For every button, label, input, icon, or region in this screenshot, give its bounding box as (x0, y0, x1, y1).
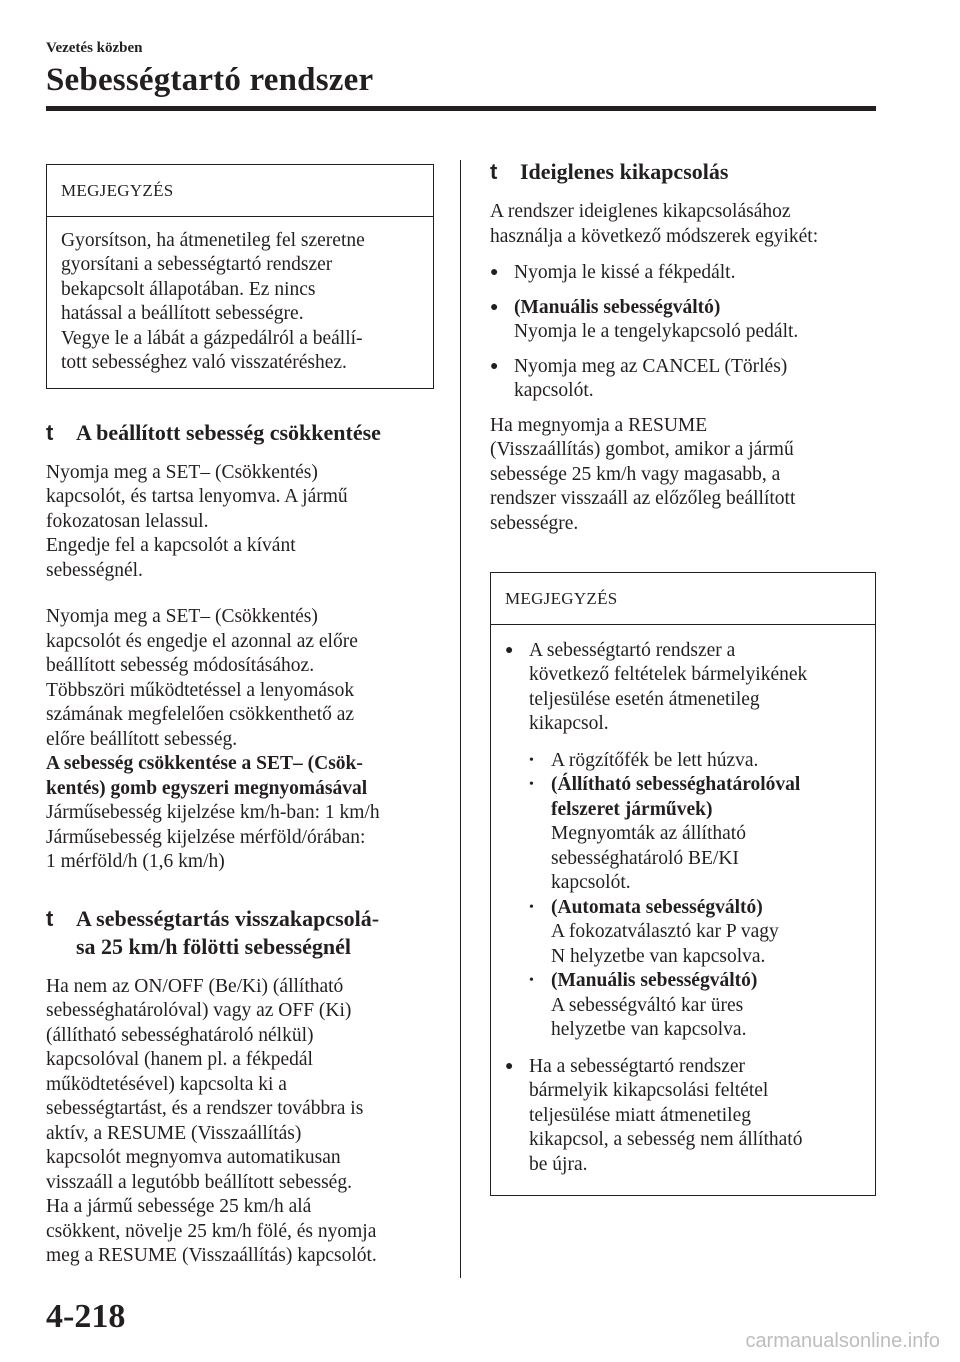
list-item (505, 1055, 861, 1178)
paragraph (46, 975, 434, 1269)
text-line: Nyomja le a tengelykapcsoló pedált. (514, 321, 799, 342)
text-line: N helyzetbe van kapcsolva. (551, 945, 766, 967)
text-line: sebességre. (490, 512, 579, 534)
bullet-icon: ● (505, 642, 514, 658)
section-title (76, 905, 434, 961)
sub-list-item (529, 969, 861, 1043)
note-box-1 (46, 164, 434, 389)
text-line: Nyomja meg a SET– (Csökkentés) (46, 461, 318, 483)
bold-line: (Automata sebességváltó) (551, 896, 763, 918)
chapter-label: Vezetés közben (46, 40, 143, 56)
bold-line: felszeret járművek) (551, 798, 713, 820)
page-title: Sebességtartó rendszer (46, 62, 374, 98)
text-line: Megnyomták az állítható (551, 823, 746, 844)
text-line: 1 mérföld/h (1,6 km/h) (46, 851, 225, 872)
sub-list-item (529, 749, 861, 774)
column-divider (460, 160, 461, 1278)
small-bullet-icon: • (529, 752, 534, 768)
list-item (490, 355, 876, 404)
note-label: MEGJEGYZÉS (491, 573, 875, 625)
left-column (46, 164, 434, 1269)
sub-list-item (529, 896, 861, 970)
text-line: Ha a sebességtartó rendszer (529, 1055, 746, 1077)
text-line: (Visszaállítás) gombot, amikor a jármű (490, 439, 794, 460)
text-line: kapcsolót. (551, 872, 631, 893)
text-line: kikapcsol. (529, 713, 609, 734)
sub-list-item (529, 773, 861, 896)
bold-heading-line: A sebesség csökkentése a SET– (Csök- (46, 753, 363, 774)
text-line: rendszer visszaáll az előzőleg beállított (490, 488, 796, 509)
text-line: be újra. (529, 1153, 588, 1175)
text-line: Gyorsítson, ha átmenetileg fel szeretne (61, 229, 365, 251)
bold-heading-line: kentés) gomb egyszeri megnyomásával (46, 777, 368, 799)
text-line: kapcsolót és engedje el azonnal az előre (46, 630, 358, 652)
page-number: 4-218 (46, 1298, 126, 1335)
text-line: Nyomja le kissé a fékpedált. (514, 262, 736, 283)
text-line: következő feltételek bármelyikének (529, 664, 808, 685)
text-line: helyzetbe van kapcsolva. (551, 1019, 747, 1040)
text-line: számának megfelelően csökkenthető az (46, 704, 355, 725)
bullet-icon: ● (490, 299, 499, 315)
text-line: Ha nem az ON/OFF (Be/Ki) (állítható (46, 975, 344, 997)
text-line: beállított sebesség módosításához. (46, 655, 315, 676)
paragraph (490, 200, 876, 249)
text-line: visszaáll a legutóbb beállított sebesség. (46, 1171, 352, 1193)
text-line: sebességhatárolóval) vagy az OFF (Ki) (46, 1000, 352, 1021)
text-line: használja a következő módszerek egyikét: (490, 225, 819, 247)
list-item (490, 261, 876, 286)
text-line: gyorsítani a sebességtartó rendszer (61, 254, 333, 275)
text-line: tott sebességhez való visszatéréshez. (61, 352, 347, 373)
note-box-2 (490, 572, 876, 1196)
text-line: Engedje fel a kapcsolót a kívánt (46, 535, 296, 556)
text-line: Vegye le a lábát a gázpedálról a beállí- (61, 327, 363, 349)
text-line: Nyomja meg az CANCEL (Törlés) (514, 355, 788, 377)
title-line: A sebességtartás visszakapcsolá- (76, 905, 380, 931)
paragraph (46, 461, 434, 584)
section-title: Ideiglenes kikapcsolás (520, 159, 729, 184)
text-line: Járműsebesség kijelzése mérföld/órában: (46, 826, 366, 848)
text-line: teljesülése esetén átmenetileg (529, 688, 760, 710)
text-line: bármelyik kikapcsolási feltétel (529, 1080, 769, 1101)
text-line: kapcsolót, és tartsa lenyomva. A jármű (46, 486, 348, 507)
section-title: A beállított sebesség csökkentése (76, 419, 381, 445)
text-line: kapcsolóval (hanem pl. a fékpedál (46, 1049, 313, 1070)
text-line: (állítható sebességhatároló nélkül) (46, 1024, 314, 1046)
text-line: A rögzítőfék be lett húzva. (551, 749, 759, 771)
bold-line: (Manuális sebességváltó) (551, 970, 758, 991)
section-heading-reduce-speed (46, 419, 434, 447)
watermark: carmanualsonline.info (745, 1330, 940, 1352)
section-heading-temporary-off (490, 158, 876, 186)
text-line: Járműsebesség kijelzése km/h-ban: 1 km/h (46, 802, 380, 823)
section-marker: t (46, 905, 54, 931)
right-column (490, 158, 876, 1196)
bold-line: (Manuális sebességváltó) (514, 296, 721, 318)
text-line: sebességhatároló BE/KI (551, 847, 739, 869)
text-line: kapcsolót. (514, 380, 594, 401)
note-label: MEGJEGYZÉS (47, 165, 433, 217)
bullet-icon: ● (505, 1058, 514, 1074)
text-line: működtetésével) kapcsolta ki a (46, 1073, 287, 1095)
paragraph (46, 605, 434, 875)
text-line: A sebességváltó kar üres (551, 994, 744, 1016)
bold-line: (Állítható sebességhatárolóval (551, 774, 801, 795)
text-line: aktív, a RESUME (Visszaállítás) (46, 1122, 302, 1144)
text-line: A rendszer ideiglenes kikapcsolásához (490, 201, 791, 222)
text-line: csökkent, növelje 25 km/h fölé, és nyomja (46, 1220, 377, 1242)
text-line: Többszöri működtetéssel a lenyomások (46, 679, 355, 701)
title-line: sa 25 km/h fölötti sebességnél (76, 933, 351, 959)
text-line: sebességnél. (46, 559, 143, 581)
text-line: meg a RESUME (Visszaállítás) kapcsolót. (46, 1245, 377, 1266)
small-bullet-icon: • (529, 973, 534, 988)
note-body (491, 625, 875, 1196)
bullet-icon: ● (490, 358, 499, 374)
text-line: sebességtartást, és a rendszer továbbra is (46, 1098, 364, 1119)
text-line: hatással a beállított sebességre. (61, 303, 304, 324)
text-line: A fokozatválasztó kar P vagy (551, 921, 779, 942)
paragraph (490, 414, 876, 537)
text-line: kapcsolót megnyomva automatikusan (46, 1147, 341, 1168)
text-line: kikapcsol, a sebesség nem állítható (529, 1129, 803, 1150)
small-bullet-icon: • (529, 899, 534, 915)
text-line: sebessége 25 km/h vagy magasabb, a (490, 463, 781, 485)
text-line: teljesülése miatt átmenetileg (529, 1104, 752, 1126)
section-heading-resume (46, 905, 434, 961)
text-line: bekapcsolt állapotában. Ez nincs (61, 278, 316, 300)
section-marker: t (490, 159, 498, 184)
text-line: A sebességtartó rendszer a (529, 639, 736, 661)
text-line: előre beállított sebesség. (46, 728, 238, 750)
list-item (505, 639, 861, 737)
text-line: Nyomja meg a SET– (Csökkentés) (46, 606, 318, 627)
header-rule (46, 106, 876, 111)
bullet-icon: ● (490, 265, 499, 280)
text-line: fokozatosan lelassul. (46, 510, 209, 532)
note-body (47, 217, 433, 388)
section-marker: t (46, 419, 54, 445)
list-item (490, 296, 876, 345)
small-bullet-icon: • (529, 777, 534, 792)
text-line: Ha megnyomja a RESUME (490, 414, 708, 436)
text-line: Ha a jármű sebessége 25 km/h alá (46, 1196, 312, 1217)
